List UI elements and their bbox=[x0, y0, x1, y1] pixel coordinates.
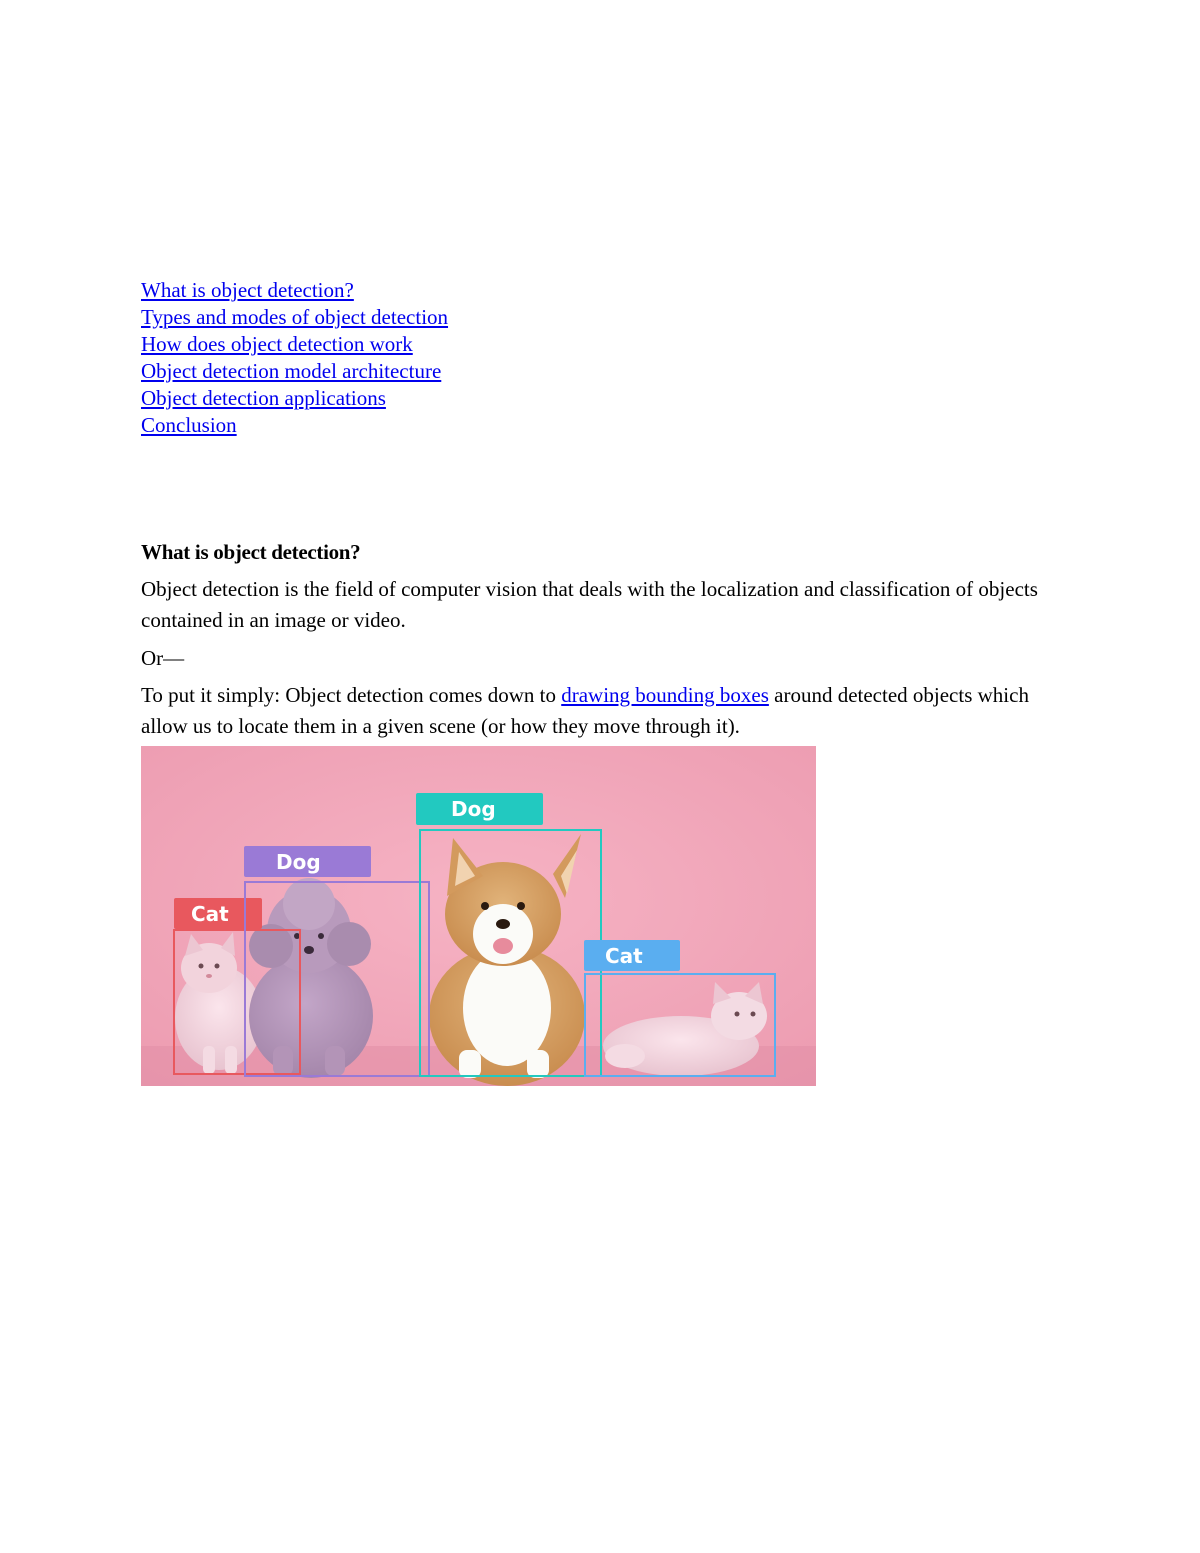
toc-link-types-modes[interactable]: Types and modes of object detection bbox=[141, 305, 449, 329]
bounding-boxes-link[interactable]: drawing bounding boxes bbox=[561, 683, 769, 707]
toc-item[interactable] bbox=[141, 304, 448, 331]
detection-figure-svg bbox=[141, 746, 816, 1086]
toc-item[interactable] bbox=[141, 277, 448, 304]
toc-link-how-works[interactable]: How does object detection work bbox=[141, 332, 413, 356]
toc-link-what-is[interactable]: What is object detection? bbox=[141, 278, 354, 302]
detection-label: Cat bbox=[605, 944, 643, 968]
definition-paragraph: Object detection is the field of computer vision that deals with the localization and classification of objects contained in an image or video. bbox=[141, 577, 1038, 632]
toc-item[interactable] bbox=[141, 358, 448, 385]
detection-label: Dog bbox=[451, 797, 496, 821]
simple-explanation-paragraph bbox=[141, 680, 1061, 742]
object-detection-illustration bbox=[141, 746, 816, 1086]
table-of-contents bbox=[141, 277, 448, 439]
paragraph-text: To put it simply: Object detection comes down to bbox=[141, 683, 562, 707]
or-paragraph: Or— bbox=[141, 646, 185, 670]
detection-label: Dog bbox=[276, 850, 321, 874]
detection-label: Cat bbox=[191, 902, 229, 926]
toc-item[interactable] bbox=[141, 331, 448, 358]
toc-link-architecture[interactable]: Object detection model architecture bbox=[141, 359, 442, 383]
toc-item[interactable] bbox=[141, 412, 448, 439]
paragraph-text: around detected objects which allow us to locate them in a given scene (or how they move through it). bbox=[141, 683, 1029, 738]
section-heading: What is object detection? bbox=[141, 540, 361, 564]
toc-link-applications[interactable]: Object detection applications bbox=[141, 386, 386, 410]
toc-link-conclusion[interactable]: Conclusion bbox=[141, 413, 237, 437]
toc-item[interactable] bbox=[141, 385, 448, 412]
